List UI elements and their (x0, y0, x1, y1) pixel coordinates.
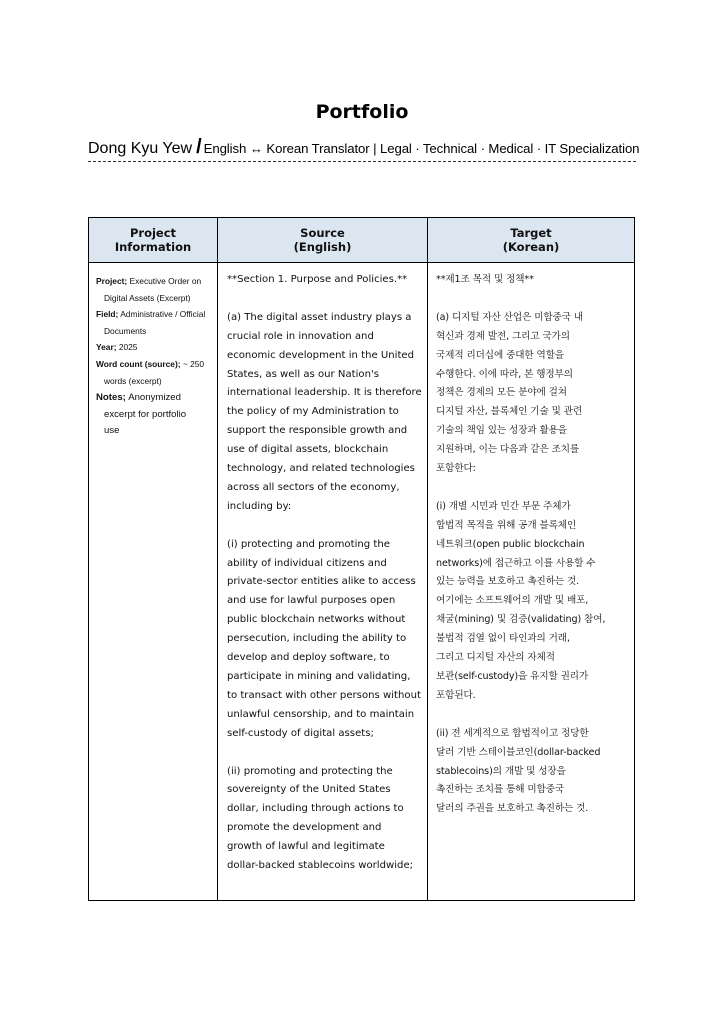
notes-value: excerpt for portfolio (104, 408, 187, 420)
field-value: Documents (104, 325, 147, 336)
target-line: 합법적 목적을 위해 공개 블록체인 (436, 519, 577, 531)
year-label: Year; (96, 342, 117, 353)
target-line: 네트워크(open public blockchain (436, 538, 585, 550)
source-line: (i) protecting and promoting the (227, 538, 390, 550)
target-line: stablecoins)의 개발 및 성장을 (436, 765, 566, 777)
table-header-row (89, 218, 634, 263)
header-info-line-2: Information (114, 240, 192, 254)
portfolio-table (88, 217, 635, 901)
source-text-cell (218, 263, 427, 900)
target-line: 국제적 리더십에 중대한 역할을 (436, 349, 565, 361)
source-line: private-sector entities alike to access (227, 576, 416, 588)
source-line: dollar-backed stablecoins worldwide; (227, 860, 414, 872)
author-role: English ↔ Korean Translator | Legal · Technical · Medical · IT Specialization (203, 141, 640, 156)
notes-value: use (104, 425, 120, 437)
target-line: 불법적 검열 없이 타인과의 거래, (436, 633, 570, 645)
paragraph-gap (436, 706, 628, 725)
target-text-cell (428, 263, 634, 900)
source-line: **Section 1. Purpose and Policies.** (227, 274, 408, 285)
year-field (96, 339, 213, 356)
source-line: self-custody of digital assets; (227, 727, 374, 739)
header-source-line-1: Source (300, 226, 345, 240)
source-line: promote the development and (227, 822, 382, 834)
target-line: 있는 능력을 보호하고 촉진하는 것. (436, 576, 580, 588)
header-source (218, 218, 427, 262)
field-value: Administrative / Official (120, 309, 206, 320)
source-line: develop and deploy software, to (227, 652, 390, 664)
header-target-line-1: Target (510, 226, 552, 240)
source-line: persecution, including the ability to (227, 633, 407, 645)
paragraph-gap (436, 290, 628, 309)
source-line: economic development in the United (227, 349, 415, 361)
word-count-value: words (excerpt) (104, 375, 162, 386)
header-info-line-1: Project (129, 226, 177, 240)
author-byline (88, 136, 648, 159)
target-paragraph (436, 498, 628, 706)
source-line: the policy of my Administration to (227, 406, 399, 418)
source-line: international leadership. It is therefore (227, 387, 422, 399)
project-value: Executive Order on (129, 276, 202, 286)
source-line: States, as well as our Nation's (227, 368, 380, 380)
target-line: 촉진하는 조치를 통해 미합중국 (436, 784, 565, 796)
target-paragraph (436, 271, 628, 290)
header-target-line-2: (Korean) (502, 240, 560, 254)
source-line: unlawful censorship, and to maintain (227, 708, 415, 720)
source-line: across all sectors of the economy, (227, 481, 400, 493)
project-information-cell (89, 263, 217, 900)
source-line: crucial role in innovation and (227, 330, 374, 342)
project-field (96, 273, 213, 306)
target-line: 포함한다: (436, 463, 476, 475)
word-count-label: Word count (source); (96, 358, 181, 369)
target-line: (i) 개별 시민과 민간 부문 주체가 (436, 500, 571, 512)
target-line: (ii) 전 세계적으로 합법적이고 정당한 (436, 727, 589, 739)
source-line: participate in mining and validating, (227, 671, 411, 682)
source-line: to transact with other persons without (227, 689, 421, 701)
target-line: 달러 기반 스테이블코인(dollar-backed (436, 746, 601, 758)
source-paragraph (227, 271, 421, 290)
word-count-field (96, 356, 213, 389)
source-line: and use for lawful purposes open (227, 595, 396, 607)
field-label: Field; (96, 309, 119, 320)
source-line: ability of individual citizens and (227, 557, 387, 569)
word-count-value: ~ 250 (182, 358, 205, 369)
target-paragraph (436, 725, 628, 820)
notes-label: Notes; (96, 392, 126, 404)
field-field (96, 306, 213, 339)
target-line: 달러의 주권을 보호하고 촉진하는 것. (436, 803, 589, 815)
paragraph-gap (227, 517, 421, 536)
target-line: 디지털 자산, 블록체인 기술 및 관련 (436, 406, 583, 418)
notes-field (96, 389, 213, 440)
target-line: **제1조 목적 및 정책** (436, 274, 534, 285)
paragraph-gap (227, 744, 421, 763)
target-paragraph (436, 309, 628, 479)
source-line: (ii) promoting and protecting the (227, 765, 393, 777)
source-line: dollar, including through actions to (227, 803, 404, 815)
page-title: Portfolio (315, 101, 409, 123)
target-line: 수행한다. 이에 따라, 본 행정부의 (436, 368, 573, 380)
byline-separator: / (196, 136, 202, 158)
header-project-information (89, 218, 217, 262)
target-line: 지원하며, 이는 다음과 같은 조치를 (436, 444, 580, 456)
target-line: 채굴(mining) 및 검증(validating) 참여, (436, 614, 606, 626)
target-line: (a) 디지털 자산 산업은 미합중국 내 (436, 311, 583, 323)
source-paragraph (227, 536, 421, 744)
paragraph-gap (436, 479, 628, 498)
project-value: Digital Assets (Excerpt) (104, 292, 191, 303)
paragraph-gap (227, 290, 421, 309)
target-line: 보관(self-custody)을 유지할 권리가 (436, 671, 589, 682)
source-line: support the responsible growth and (227, 425, 408, 437)
target-line: 기술의 책임 있는 성장과 활용을 (436, 425, 567, 437)
header-target (428, 218, 634, 262)
source-line: use of digital assets, blockchain (227, 444, 389, 456)
target-line: 혁신과 경제 발전, 그리고 국가의 (436, 330, 570, 342)
source-paragraph (227, 763, 421, 876)
target-line: networks)에 접근하고 이를 사용할 수 (436, 557, 596, 569)
target-line: 정책은 경제의 모든 분야에 걸쳐 (436, 387, 567, 399)
project-label: Project; (96, 276, 128, 286)
author-name: Dong Kyu Yew (88, 140, 193, 157)
target-line: 여기에는 소프트웨어의 개발 및 배포, (436, 595, 589, 607)
header-source-line-2: (English) (293, 240, 352, 254)
source-line: technology, and related technologies (227, 463, 415, 475)
target-line: 그리고 디지털 자산의 자체적 (436, 652, 555, 664)
source-line: sovereignty of the United States (227, 784, 391, 796)
source-line: growth of lawful and legitimate (227, 841, 385, 853)
dashed-divider (88, 161, 636, 162)
source-line: including by: (227, 500, 292, 512)
source-paragraph (227, 309, 421, 517)
notes-value: Anonymized (128, 392, 181, 404)
year-value: 2025 (118, 342, 138, 353)
source-line: public blockchain networks without (227, 614, 406, 626)
target-line: 포함된다. (436, 689, 476, 701)
source-line: (a) The digital asset industry plays a (227, 311, 412, 323)
